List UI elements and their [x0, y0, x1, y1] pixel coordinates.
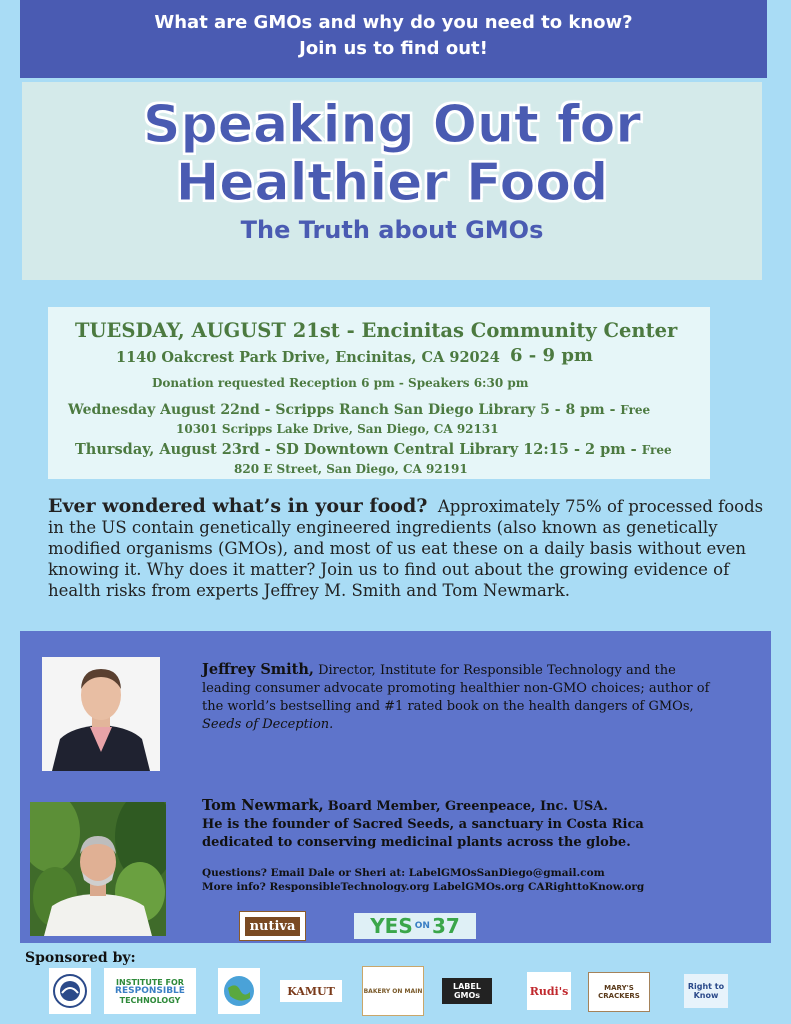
event-3-title-text: Thursday, August 23rd - SD Downtown Central Library 12:15 - 2 pm - [75, 441, 642, 458]
contact-more-info: More info? ResponsibleTechnology.org LabelGMOs.org CARighttoKnow.org [202, 881, 645, 893]
event-2-title-text: Wednesday August 22nd - Scripps Ranch San Diego Library 5 - 8 pm - [68, 402, 621, 418]
speaker-2-text [202, 797, 662, 852]
speaker-1-name: Jeffrey Smith, [202, 661, 314, 678]
sponsor-label-gmos-logo: LABEL GMOs [442, 978, 492, 1004]
tom-newmark-photo [30, 802, 166, 936]
yes-on-37-yes: YES [370, 914, 413, 938]
event-3-title [75, 441, 672, 458]
banner-line-1: What are GMOs and why do you need to know? [154, 12, 633, 33]
irt-line-3: TECHNOLOGY [119, 995, 181, 1005]
events-box [48, 307, 710, 479]
irt-line-2: RESPONSIBLE [115, 985, 185, 996]
globe-icon [222, 974, 256, 1008]
speaker-2-role: Board Member, Greenpeace, Inc. USA. [327, 799, 608, 814]
sponsor-irt-logo [104, 968, 196, 1014]
event-1-address: 1140 Oakcrest Park Drive, Encinitas, CA 92024 [116, 349, 500, 366]
nutiva-logo [239, 911, 306, 941]
event-3-address: 820 E Street, San Diego, CA 92191 [234, 462, 468, 476]
speaker-2-bio: He is the founder of Sacred Seeds, a sanctuary in Costa Rica dedicated to conserving medicinal plants across the globe. [202, 817, 644, 850]
sponsor-bakery-logo: BAKERY ON MAIN [362, 966, 424, 1016]
banner-line-2: Join us to find out! [299, 38, 488, 59]
title-box [22, 82, 762, 280]
sponsor-seal-logo [49, 968, 91, 1014]
intro-lead: Ever wondered what’s in your food? [48, 495, 428, 517]
title-line-1: Speaking Out for [143, 95, 641, 155]
event-2-free: Free [620, 403, 651, 417]
nutiva-logo-text: nutiva [245, 917, 301, 936]
top-banner [20, 0, 767, 78]
contact-info [202, 866, 644, 894]
sponsor-wholesome-logo [218, 968, 260, 1014]
speaker-1-bio: Director, Institute for Responsible Technology and the leading consumer advocate promoting healthier non-GMO choices; author of the world’s bestselling and #1 rated book on the health dangers of GMOs, [202, 663, 710, 714]
event-1-note: Donation requested Reception 6 pm - Speakers 6:30 pm [152, 376, 529, 390]
sponsor-kamut-logo: KAMUT [280, 980, 342, 1002]
event-2-title [68, 402, 650, 418]
yes-on-37-num: 37 [431, 914, 460, 938]
jeffrey-smith-photo [42, 657, 160, 771]
title-line-2: Healthier Food [175, 153, 609, 213]
event-1-time: 6 - 9 pm [510, 345, 593, 366]
sponsor-marys-logo: MARY'S CRACKERS [588, 972, 650, 1012]
sponsored-by-label: Sponsored by: [25, 950, 136, 966]
yes-on-37-logo [354, 913, 476, 939]
seal-icon [52, 973, 88, 1009]
speaker-1-text [202, 661, 722, 734]
event-2-address: 10301 Scripps Lake Drive, San Diego, CA 92131 [176, 422, 499, 436]
sponsor-rudis-logo: Rudi's [527, 972, 571, 1010]
tom-newmark-portrait [30, 802, 166, 936]
subtitle: The Truth about GMOs [240, 216, 544, 244]
event-3-free: Free [641, 443, 672, 457]
speakers-panel [20, 631, 771, 943]
event-1-title: TUESDAY, AUGUST 21st - Encinitas Community Center [75, 319, 678, 342]
jeffrey-smith-portrait [42, 657, 160, 771]
contact-questions: Questions? Email Dale or Sheri at: LabelGMOsSanDiego@gmail.com [202, 867, 605, 879]
irt-line-1: INSTITUTE FOR [116, 977, 184, 987]
intro-body: Approximately 75% of processed foods in the US contain genetically engineered ingredients (also known as genetically modified organisms (GMOs), and most of us eat these on a daily basis without even knowing it. Why does it matter? Join us to find out about the growing evidence of health risks from experts Jeffrey M. Smith and Tom Newmark. [48, 497, 764, 600]
speaker-2-name: Tom Newmark, [202, 797, 324, 814]
speaker-1-book: Seeds of Deception. [202, 717, 334, 732]
yes-on-37-on: ON [414, 921, 430, 931]
intro-paragraph [48, 496, 768, 601]
sponsor-right-to-know-logo: Right to Know [684, 974, 728, 1008]
